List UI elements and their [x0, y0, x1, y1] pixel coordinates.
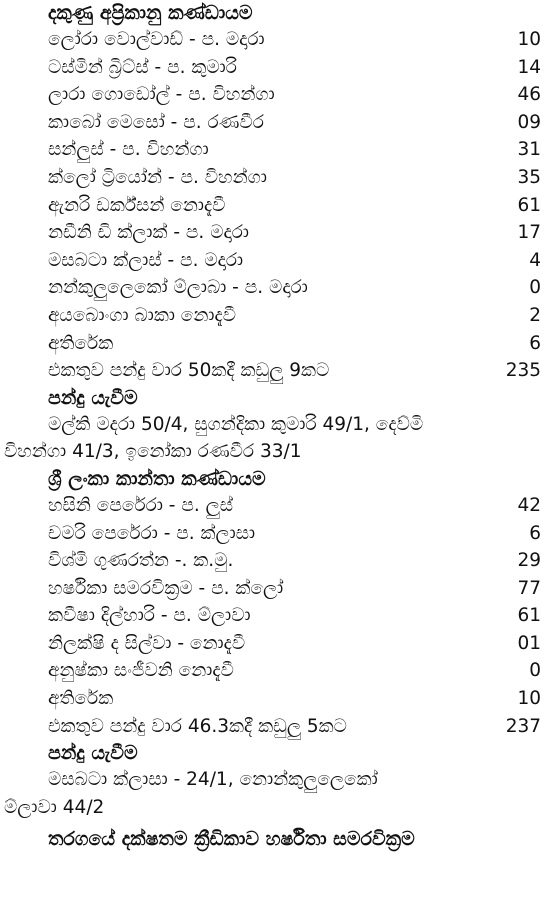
batter-name: කාබෝ මෙසෝ - ප. රණවීර: [48, 111, 264, 133]
batting-row: [0, 81, 555, 109]
batter-name: අයබොංගා බාකා නොදැවී: [48, 304, 237, 326]
batter-runs: 42: [517, 494, 541, 516]
batter-name: සන්ලුස් - ප. විහන්ගා: [48, 139, 209, 161]
batting-row: [0, 575, 555, 603]
batting-row: [0, 302, 555, 330]
batter-name: එකතුව පන්දු වාර 50කදී කඩුලු 9කට: [48, 360, 330, 382]
batting-list-south-africa: [0, 26, 555, 385]
batting-row: [0, 713, 555, 741]
team-heading-south-africa: දකුණු අප්‍රිකානු කණ්ඩායම: [48, 2, 253, 24]
batter-runs: 09: [517, 111, 541, 133]
batting-row: [0, 219, 555, 247]
batter-runs: 6: [529, 522, 541, 544]
batter-name: අනුෂ්කා සංජීවනි නොදැවී: [48, 660, 234, 682]
batting-row: [0, 330, 555, 358]
batting-row: [0, 109, 555, 137]
batter-runs: 4: [529, 249, 541, 271]
batting-row: [0, 247, 555, 275]
batter-name: හර්ෂිකා සමරවික්‍රම - ප. ක්ලෝ: [48, 577, 284, 599]
bowling-line-2: ම්ලාවා 44/2: [4, 796, 105, 818]
batter-name: හසිනි පෙරේරා - ප. ලුස්: [48, 494, 234, 516]
batting-row: [0, 630, 555, 658]
player-of-the-match: තරගයේ දක්ෂතම ක්‍රීඩිකාව හර්ෂිතා සමරවික්‍රම: [48, 828, 415, 851]
batting-row: [0, 54, 555, 82]
batter-name: ටස්මින් බ්‍රිට්ස් - ප. කුමාරි: [48, 56, 237, 78]
batter-name: නඩීනි ඩි ක්ලාක් - ප. මදාරා: [48, 222, 249, 244]
batting-row: [0, 136, 555, 164]
batting-row: [0, 547, 555, 575]
batting-row: [0, 685, 555, 713]
batter-runs: 31: [517, 139, 541, 161]
bowling-line-2: විහන්ගා 41/3, ඉනෝකා රණවීර 33/1: [4, 441, 302, 463]
batter-runs: 235: [505, 360, 541, 382]
batting-list-sri-lanka: [0, 492, 555, 740]
batter-runs: 2: [529, 304, 541, 326]
batter-runs: 14: [517, 56, 541, 78]
batter-name: ක්ලෝ ට්‍රියෝන් - ප. විහන්ගා: [48, 166, 267, 188]
batting-row: [0, 164, 555, 192]
batter-runs: 0: [529, 277, 541, 299]
team-heading-sri-lanka: ශ්‍රී ලංකා කාන්තා කණ්ඩායම: [48, 467, 266, 490]
batting-row: [0, 520, 555, 548]
batter-runs: 17: [517, 222, 541, 244]
batting-row: [0, 492, 555, 520]
batter-name: එකතුව පන්දු වාර 46.3කදී කඩුලු 5කට: [48, 715, 347, 737]
batter-name: අතිරේක: [48, 688, 114, 710]
batter-name: ලාරා ගොඩෝල් - ප. විහන්ගා: [48, 84, 275, 106]
batter-runs: 6: [529, 332, 541, 354]
batter-runs: 61: [517, 605, 541, 627]
bowling-line-1: මල්කි මදරා 50/4, සුගන්දිකා කුමාරි 49/1, දෙව්මි: [48, 413, 424, 435]
batter-runs: 0: [529, 660, 541, 682]
batter-runs: 01: [517, 632, 541, 654]
batter-runs: 10: [517, 29, 541, 50]
batter-name: විශ්මි ගුණරත්න -. ක.මු.: [48, 550, 234, 572]
batting-row: [0, 657, 555, 685]
batter-runs: 35: [517, 166, 541, 188]
batter-runs: 10: [517, 688, 541, 710]
batting-row: [0, 602, 555, 630]
batter-name: නිලක්ෂි ද සිල්වා - නොදැවී: [48, 632, 246, 654]
batter-runs: 61: [517, 194, 541, 216]
batter-name: කවීෂා දිල්හාරි - ප. ම්ලාවා: [48, 605, 251, 627]
batter-name: චමරි පෙරේරා - ප. ක්ලාසා: [48, 522, 256, 544]
batting-row: [0, 357, 555, 385]
bowling-line-1: මසබටා ක්ලාසා - 24/1, නොන්කුලුලෙකෝ: [48, 769, 378, 791]
batter-name: අතිරේක: [48, 332, 114, 354]
batting-row: [0, 192, 555, 220]
batting-row: [0, 274, 555, 302]
batter-name: නන්කුලුලෙකෝ ම්ලාබා - ප. මදාරා: [48, 277, 308, 299]
batter-runs: 29: [517, 550, 541, 572]
batter-runs: 77: [517, 577, 541, 599]
batting-row: [0, 26, 555, 54]
batter-name: මසබටා ක්ලාස් - ප. මදාරා: [48, 249, 244, 271]
bowling-figures-sri-lanka: [0, 766, 555, 821]
batter-name: ඇනරි ඩර්ක්සන් නොදැවී: [48, 194, 226, 216]
batter-runs: 237: [505, 715, 541, 737]
bowling-heading-sri-lanka: පන්දු යැවීම: [48, 742, 138, 765]
batter-runs: 46: [517, 84, 541, 106]
bowling-figures-south-africa: [0, 411, 555, 466]
batter-name: ලෝරා වොල්වාඩ් - ප. මදාරා: [48, 29, 265, 50]
bowling-heading-south-africa: පන්දු යැවීම: [48, 386, 138, 409]
